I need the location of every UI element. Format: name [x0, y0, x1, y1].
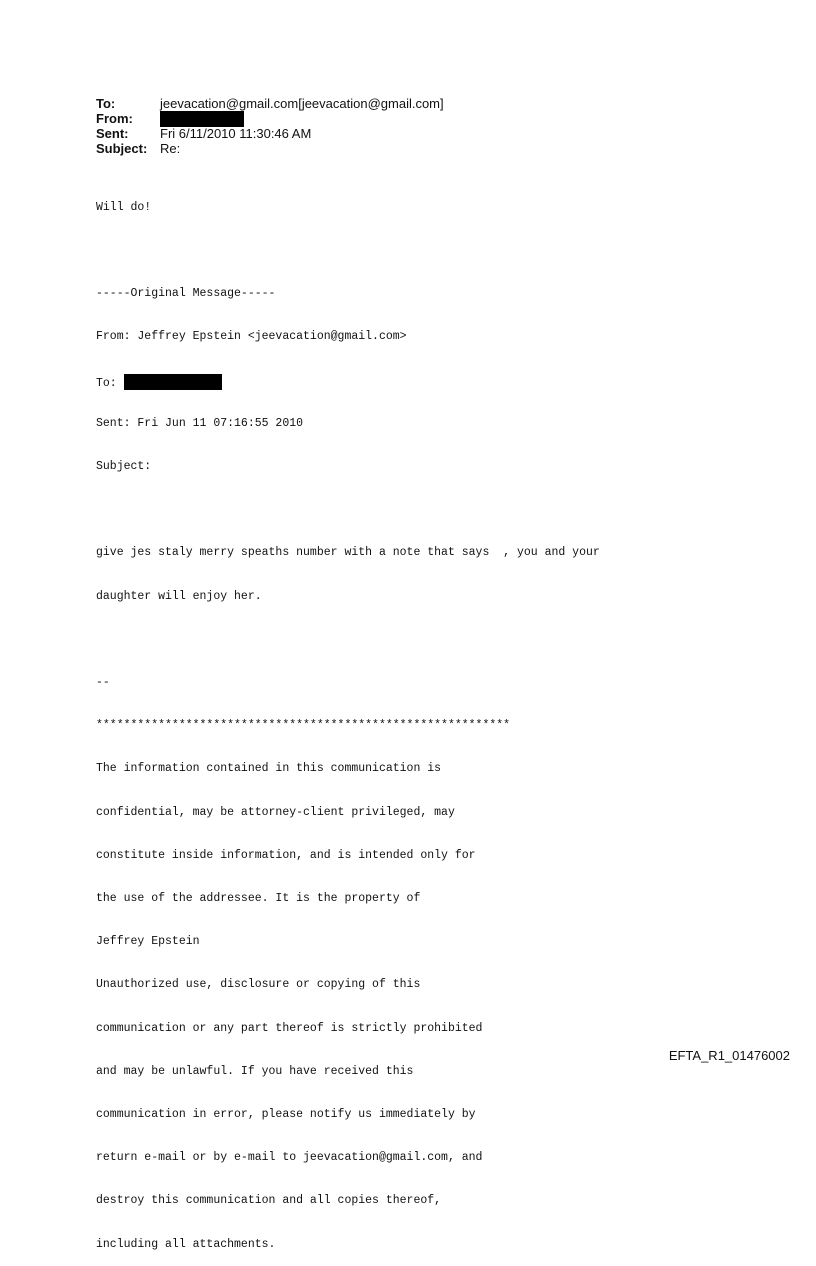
- disclaimer-line: communication in error, please notify us immediately by: [96, 1108, 476, 1122]
- disclaimer-line: The information contained in this communication is: [96, 762, 442, 776]
- original-message-divider: -----Original Message-----: [96, 287, 276, 301]
- blank-line: [96, 244, 600, 258]
- disclaimer-line: Jeffrey Epstein: [96, 935, 200, 949]
- disclaimer-line: destroy this communication and all copies thereof,: [96, 1194, 442, 1208]
- to-row: [96, 96, 444, 111]
- disclaimer-line: and may be unlawful. If you have received this: [96, 1064, 414, 1078]
- original-subject: Subject:: [96, 460, 152, 474]
- to-label: To:: [96, 96, 116, 111]
- original-to-row: [96, 374, 600, 388]
- reply-text: Will do!: [96, 200, 152, 214]
- disclaimer-line: including all attachments.: [96, 1237, 276, 1251]
- disclaimer-line: communication or any part thereof is strictly prohibited: [96, 1021, 483, 1035]
- original-from: From: Jeffrey Epstein <jeevacation@gmail.com>: [96, 330, 407, 344]
- blank-line: [96, 633, 600, 647]
- from-label: From:: [96, 111, 133, 126]
- subject-value: Re:: [160, 141, 181, 156]
- sent-value: Fri 6/11/2010 11:30:46 AM: [160, 126, 312, 141]
- signature-dashes: --: [96, 676, 110, 690]
- email-header: [96, 96, 444, 156]
- disclaimer-line: Unauthorized use, disclosure or copying of this: [96, 978, 421, 992]
- document-id: EFTA_R1_01476002: [668, 1048, 790, 1063]
- email-body: [96, 172, 600, 1266]
- disclaimer-line: the use of the addressee. It is the property of: [96, 892, 421, 906]
- disclaimer-line: constitute inside information, and is intended only for: [96, 848, 476, 862]
- sent-label: Sent:: [96, 126, 129, 141]
- from-redaction: [160, 111, 244, 127]
- star-separator: ************************************************************: [96, 719, 511, 733]
- original-to-label: To:: [96, 376, 124, 390]
- to-redaction: [124, 374, 222, 390]
- original-sent: Sent: Fri Jun 11 07:16:55 2010: [96, 416, 304, 430]
- message-line: daughter will enjoy her.: [96, 589, 262, 603]
- to-value: jeevacation@gmail.com[jeevacation@gmail.com]: [160, 96, 444, 111]
- disclaimer-line: confidential, may be attorney-client privileged, may: [96, 805, 455, 819]
- disclaimer-line: return e-mail or by e-mail to jeevacation@gmail.com, and: [96, 1151, 483, 1165]
- message-line: give jes staly merry speaths number with a note that says , you and your: [96, 546, 600, 560]
- sent-row: [96, 126, 444, 141]
- blank-line: [96, 503, 600, 517]
- from-row: [96, 111, 444, 126]
- subject-label: Subject:: [96, 141, 148, 156]
- subject-row: [96, 141, 444, 156]
